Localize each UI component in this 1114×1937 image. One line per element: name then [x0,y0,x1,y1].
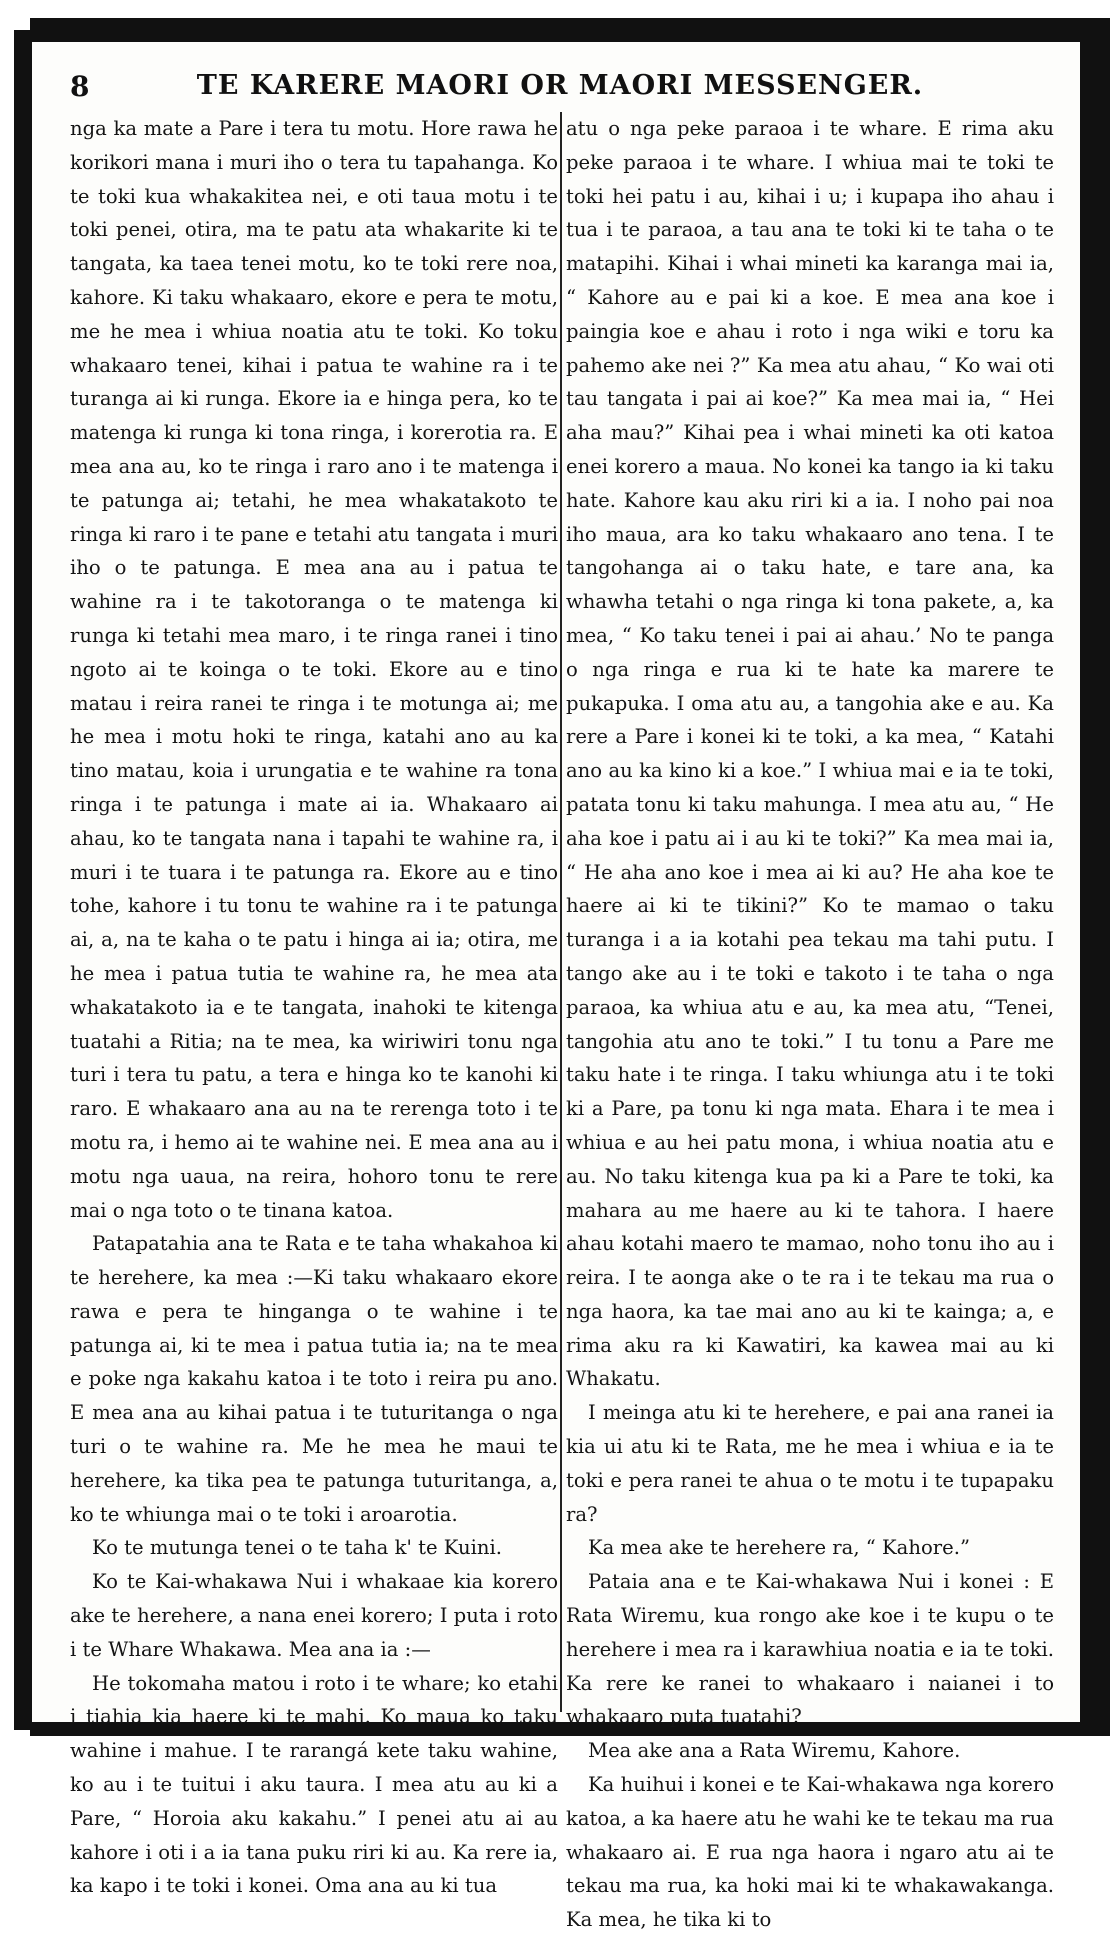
paragraph: atu o nga peke paraoa i te whare. E rima aku peke paraoa i te whare. I whiua mai te toki te toki hei patu i au, kihai i u; i kupapa iho ahau i tua i te paraoa, a tau ana te toki ki te taha o te matapihi. Kihai i whai mineti ka karanga mai ia, “ Kahore au e pai ki a koe. E mea ana koe i paingia koe e ahau i roto i nga wiki e toru ka pahemo ake nei ?” Ka mea atu ahau, “ Ko wai oti tau tangata i pai ai koe?” Ka mea mai ia, “ Hei aha mau?” Kihai pea i whai mineti ka oti katoa enei korero a maua. No konei ka tango ia ki taku hate. Kahore kau aku riri ki a ia. I noho pai noa iho maua, ara ko taku whakaaro ano tena. I te tangohanga ai o taku hate, e tare ana, ka whawha tetahi o nga ringa ki tona pakete, a, ka mea, “ Ko taku tenei i pai ai ahau.’ No te panga o nga ringa e rua ki te hate ka marere te pukapuka. I oma atu au, a tangohia ake e au. Ka rere a Pare i konei ki te toki, a ka mea, “ Katahi ano au ka kino ki a koe.” I whiua mai e ia te toki, patata tonu ki taku mahunga. I mea atu au, “ He aha koe i patu ai i au ki te toki?” Ka mea mai ia, “ He aha ano koe i mea ai ki au? He aha koe te haere ai ki te tikini?” Ko te mamao o taku turanga i a ia kotahi pea tekau ma tahi putu. I tango ake au i te toki e takoto i te taha o nga paraoa, ka whiua atu e au, ka mea atu, “Tenei, tangohia atu ano te toki.” I tu tonu a Pare me taku hate i te ringa. I taku whiunga atu i te toki ki a Pare, pa tonu ki nga mata. Ehara i te mea i whiua e au hei patu mona, i whiua noatia atu e au. No taku kitenga kua pa ki a Pare te toki, ka mahara au me haere au ki te tahora. I haere ahau kotahi maero te mamao, noho tonu iho au i reira. I te aonga ake o te ra i te tekau ma rua o nga haora, ka tae mai ano au ki te kainga; a, e rima aku ra ki Kawatiri, ka kawea mai au ki Whakatu. [566,117,1054,1391]
column-rule [560,112,562,1712]
paragraph: I meinga atu ki te herehere, e pai ana ranei ia kia ui atu ki te Rata, me he mea i whiua e ia te toki e pera ranei te ahua o te motu i te tupapaku ra? [566,1401,1054,1526]
paragraph: Pataia ana e te Kai-whakawa Nui i konei : E Rata Wiremu, kua rongo ake koe i te kupu o te herehere i mea ra i karawhiua noatia e ia te toki. Ka rere ke ranei to whakaaro i naianei i to whakaaro puta tuatahi? [566,1570,1054,1729]
paragraph: Ko te mutunga tenei o te taha k' te Kuini. [92,1536,502,1560]
paragraph: Ko te Kai-whakawa Nui i whakaae kia korero ake te herehere, a nana enei korero; I puta i roto i te Whare Whakawa. Mea ana ia :— [70,1570,558,1661]
paragraph: nga ka mate a Pare i tera tu motu. Hore rawa he korikori mana i muri iho o tera tu tapahanga. Ko te toki kua whakakitea nei, e oti taua motu i te toki penei, otira, ma te patu ata whakarite ki te tangata, ka taea tenei motu, ko te toki rere noa, kahore. Ki taku whakaaro, ekore e pera te motu, me he mea i whiua noatia atu te toki. Ko toku whakaaro tenei, kihai i patua te wahine ra i te turanga ai ki runga. Ekore ia e hinga pera, ko te matenga ki runga ki tona ringa, i korerotia ra. E mea ana au, ko te ringa i raro ano i te matenga i te patunga ai; tetahi, he mea whakatakoto te ringa ki raro i te pane e tetahi atu tangata i muri iho o te patunga. E mea ana au i patua te wahine ra i te takotoranga o te matenga ki runga ki tetahi mea maro, i te ringa ranei i tino ngoto ai te koinga o te toki. Ekore au e tino matau i reira ranei te ringa i te motunga ai; me he mea i motu hoki te ringa, katahi ano au ka tino matau, koia i urungatia e te wahine ra tona ringa i te patunga i mate ai ia. Whakaaro ai ahau, ko te tangata nana i tapahi te wahine ra, i muri i te tuara i te patunga ra. Ekore au e tino tohe, kahore i tu tonu te wahine ra i te patunga ai, a, na te kaha o te patu i hinga ai ia; otira, me he mea i patua tutia te wahine ra, he mea ata whakatakoto ia e te tangata, inahoki te kitenga tuatahi a Ritia; na te mea, ka wiriwiri tonu nga turi i tera tu patu, a tera e hinga ko te kanohi ki raro. E whakaaro ana au na te rerenga toto i te motu ra, i hemo ai te wahine nei. E mea ana au i motu nga uaua, na reira, hohoro tonu te rere mai o nga toto o te tinana katoa. [70,117,558,1222]
scan-border-right [1080,18,1110,1733]
scan-border-left [14,30,32,1730]
right-column [566,112,1054,1932]
running-head [60,68,1060,108]
paragraph: Mea ake ana a Rata Wiremu, Kahore. [588,1739,961,1763]
paragraph: Patapatahia ana te Rata e te taha whakahoa ki te herehere, ka mea :—Ki taku whakaaro ekore rawa e pera te hinganga o te wahine i te patunga ai, ki te mea i patua tutia ia; na te mea e poke nga kakahu katoa i te toto i reira pu ano. E mea ana au kihai patua i te tuturitanga o nga turi o te wahine ra. Me he mea he maui te herehere, ka tika pea te patunga tuturitanga, a, ko te whiunga mai o te toki i aroarotia. [70,1232,558,1526]
paragraph: He tokomaha matou i roto i te whare; ko etahi i tiahia kia haere ki te mahi. Ko maua ko taku wahine i mahue. I te rarangá kete taku wahine, ko au i te tuitui i aku taura. I mea atu au ki a Pare, “ Horoia aku kakahu.” I penei atu ai au kahore i oti i a ia tana puku riri ki au. Ka rere ia, ka kapo i te toki i konei. Oma ana au ki tua [70,1671,558,1898]
left-column [70,112,558,1898]
page-number: 8 [70,70,90,103]
paragraph: Ka huihui i konei e te Kai-whakawa nga korero katoa, a ka haere atu he wahi ke te tekau ma rua whakaaro ai. E rua nga haora i ngaro atu ai te tekau ma rua, ka hoki mai ki te whakawakanga. Ka mea, he tika ki to [566,1773,1054,1932]
paragraph: Ka mea ake te herehere ra, “ Kahore.” [588,1536,970,1560]
page-title: TE KARERE MAORI OR MAORI MESSENGER. [196,70,924,101]
scan-border-top [30,18,1110,42]
